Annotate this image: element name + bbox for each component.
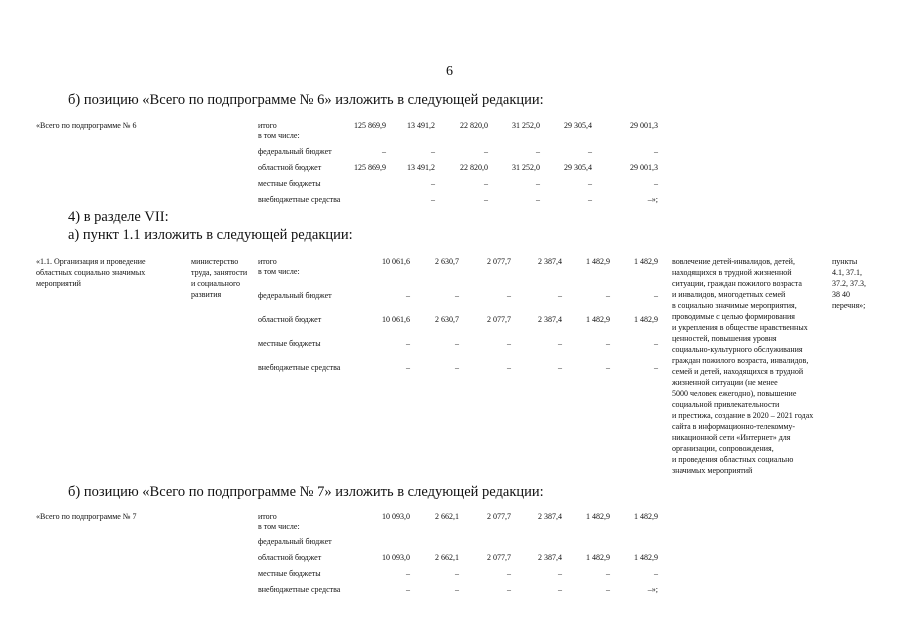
- value-cell: –: [654, 339, 658, 348]
- value-cell: –: [588, 179, 592, 188]
- result-line: значимых мероприятий: [672, 466, 753, 475]
- value-cell: –: [406, 291, 410, 300]
- value-cell: –: [382, 147, 386, 156]
- row-label: местные бюджеты: [258, 569, 321, 578]
- value-cell: 1 482,9: [634, 512, 658, 521]
- value-cell: 1 482,9: [586, 257, 610, 266]
- result-line: и укрепления в обществе нравственных: [672, 323, 808, 332]
- value-cell: –: [654, 291, 658, 300]
- value-cell: 2 662,1: [435, 512, 459, 521]
- result-line: организации, сопровождения,: [672, 444, 774, 453]
- value-cell: 125 869,9: [354, 121, 386, 130]
- value-cell: 1 482,9: [634, 315, 658, 324]
- result-line: находящихся в трудной жизненной: [672, 268, 792, 277]
- result-line: сайта в информационно-телекомму-: [672, 422, 796, 431]
- value-cell: –: [558, 339, 562, 348]
- value-cell: –: [507, 339, 511, 348]
- row-label: итого: [258, 121, 277, 130]
- value-cell: 2 077,7: [487, 553, 511, 562]
- row-sublabel: в том числе:: [258, 131, 300, 140]
- value-cell: –: [455, 363, 459, 372]
- value-cell: 2 630,7: [435, 315, 459, 324]
- executor: министерство труда, занятости и социального развития: [191, 257, 248, 299]
- value-cell: –: [455, 569, 459, 578]
- value-cell: –: [536, 179, 540, 188]
- page-number: 6: [446, 64, 453, 79]
- value-cell: –: [558, 291, 562, 300]
- value-cell: –: [507, 363, 511, 372]
- value-cell: –: [654, 363, 658, 372]
- result-line: 5000 человек ежегодно), повышение: [672, 389, 797, 398]
- value-cell: 31 252,0: [512, 163, 540, 172]
- value-cell: –: [536, 195, 540, 204]
- value-cell: –: [431, 179, 435, 188]
- value-cell: –: [654, 147, 658, 156]
- value-cell: –: [484, 147, 488, 156]
- value-cell: –: [606, 291, 610, 300]
- value-cell: 2 630,7: [435, 257, 459, 266]
- value-cell: 31 252,0: [512, 121, 540, 130]
- value-cell: 13 491,2: [407, 163, 435, 172]
- heading-subprogram-6: б) позицию «Всего по подпрограмме № 6» изложить в следующей редакции:: [68, 92, 544, 108]
- value-cell: –: [507, 585, 511, 594]
- value-cell: –: [455, 291, 459, 300]
- value-cell: 1 482,9: [586, 512, 610, 521]
- value-cell: –: [654, 179, 658, 188]
- row-label: областной бюджет: [258, 163, 322, 172]
- value-cell: 1 482,9: [586, 315, 610, 324]
- value-cell: 13 491,2: [407, 121, 435, 130]
- value-cell: 2 077,7: [487, 257, 511, 266]
- value-cell: 10 093,0: [382, 512, 410, 521]
- value-cell: –: [455, 585, 459, 594]
- value-cell: 2 387,4: [538, 257, 562, 266]
- result-line: социальной привлекательности: [672, 400, 780, 409]
- value-cell: –: [507, 291, 511, 300]
- value-cell: 29 001,3: [630, 121, 658, 130]
- points-line: 4.1, 37.1,: [832, 268, 862, 277]
- result-line: никационной сети «Интернет» для: [672, 433, 791, 442]
- value-cell: 1 482,9: [634, 257, 658, 266]
- result-line: жизненной ситуации (не менее: [672, 378, 778, 387]
- value-cell: –: [606, 339, 610, 348]
- heading-item-1-1: а) пункт 1.1 изложить в следующей редакции:: [68, 227, 353, 243]
- value-cell: 2 077,7: [487, 315, 511, 324]
- row-label: внебюджетные средства: [258, 585, 341, 594]
- value-cell: –: [558, 569, 562, 578]
- value-cell: –: [536, 147, 540, 156]
- value-cell: –: [606, 585, 610, 594]
- row-label: внебюджетные средства: [258, 195, 341, 204]
- points-line: 37.2, 37.3,: [832, 279, 866, 288]
- value-cell: 1 482,9: [586, 553, 610, 562]
- points-line: 38 40: [832, 290, 850, 299]
- value-cell: –»;: [647, 585, 658, 594]
- row-label: федеральный бюджет: [258, 291, 332, 300]
- result-line: семей и детей, находящихся в трудной: [672, 367, 804, 376]
- value-cell: 125 869,9: [354, 163, 386, 172]
- value-cell: –: [406, 569, 410, 578]
- value-cell: –: [507, 569, 511, 578]
- value-cell: –»;: [647, 195, 658, 204]
- value-cell: 2 077,7: [487, 512, 511, 521]
- points-line: пункты: [832, 257, 858, 266]
- row-title: «Всего по подпрограмме № 6: [36, 121, 137, 130]
- value-cell: –: [484, 195, 488, 204]
- value-cell: –: [606, 569, 610, 578]
- value-cell: 2 387,4: [538, 315, 562, 324]
- result-line: социально-культурного обслуживания: [672, 345, 803, 354]
- value-cell: –: [455, 339, 459, 348]
- row-label: федеральный бюджет: [258, 147, 332, 156]
- value-cell: 10 061,6: [382, 257, 410, 266]
- result-line: вовлечение детей-инвалидов, детей,: [672, 257, 795, 266]
- row-label: местные бюджеты: [258, 339, 321, 348]
- result-line: и проведения областных социально: [672, 455, 794, 464]
- row-label: областной бюджет: [258, 315, 322, 324]
- heading-section-vii: 4) в разделе VII:: [68, 209, 169, 225]
- value-cell: 2 387,4: [538, 512, 562, 521]
- row-label: итого: [258, 512, 277, 521]
- value-cell: –: [558, 363, 562, 372]
- row-sublabel: в том числе:: [258, 267, 300, 276]
- value-cell: –: [558, 585, 562, 594]
- value-cell: –: [588, 195, 592, 204]
- result-line: проводимые с целью формирования: [672, 312, 795, 321]
- row-label: итого: [258, 257, 277, 266]
- value-cell: 2 387,4: [538, 553, 562, 562]
- value-cell: 29 305,4: [564, 163, 592, 172]
- value-cell: 1 482,9: [634, 553, 658, 562]
- value-cell: 22 820,0: [460, 163, 488, 172]
- row-sublabel: в том числе:: [258, 522, 300, 531]
- result-line: в социально значимые мероприятия,: [672, 301, 797, 310]
- value-cell: –: [606, 363, 610, 372]
- value-cell: –: [406, 585, 410, 594]
- result-line: ситуации, граждан пожилого возраста: [672, 279, 802, 288]
- value-cell: –: [588, 147, 592, 156]
- value-cell: –: [654, 569, 658, 578]
- value-cell: 10 061,6: [382, 315, 410, 324]
- value-cell: –: [431, 195, 435, 204]
- value-cell: 22 820,0: [460, 121, 488, 130]
- value-cell: –: [406, 339, 410, 348]
- row-label: областной бюджет: [258, 553, 322, 562]
- result-line: граждан пожилого возраста, инвалидов,: [672, 356, 809, 365]
- value-cell: –: [484, 179, 488, 188]
- value-cell: –: [406, 363, 410, 372]
- item-description: «1.1. Организация и проведение областных социально значимых мероприятий: [36, 257, 146, 288]
- row-title: «Всего по подпрограмме № 7: [36, 512, 137, 521]
- row-label: внебюджетные средства: [258, 363, 341, 372]
- heading-subprogram-7: б) позицию «Всего по подпрограмме № 7» изложить в следующей редакции:: [68, 484, 544, 500]
- row-label: федеральный бюджет: [258, 537, 332, 546]
- points-line: перечня»;: [832, 301, 866, 310]
- row-label: местные бюджеты: [258, 179, 321, 188]
- value-cell: 2 662,1: [435, 553, 459, 562]
- value-cell: 29 001,3: [630, 163, 658, 172]
- result-line: ценностей, повышения уровня: [672, 334, 777, 343]
- value-cell: 10 093,0: [382, 553, 410, 562]
- value-cell: –: [431, 147, 435, 156]
- value-cell: 29 305,4: [564, 121, 592, 130]
- result-line: и инвалидов, многодетных семей: [672, 290, 786, 299]
- result-line: и престижа, создание в 2020 – 2021 годах: [672, 411, 814, 420]
